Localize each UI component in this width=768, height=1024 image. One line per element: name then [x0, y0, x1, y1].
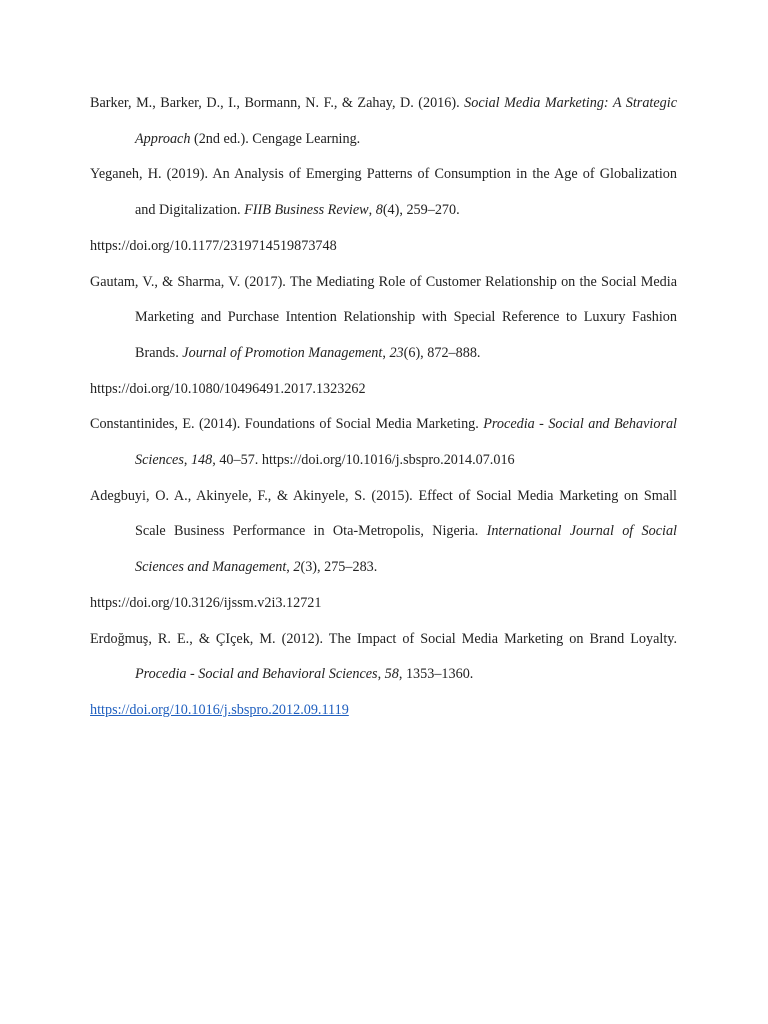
reference-volume: 8: [375, 202, 383, 219]
reference-doi: https://doi.org/10.1080/10496491.2017.1323262: [90, 380, 366, 397]
reference-volume: 2: [293, 559, 301, 576]
reference-volume: 23: [389, 344, 404, 361]
reference-doi: https://doi.org/10.1016/j.sbspro.2014.07.016: [261, 452, 515, 469]
reference-item: [90, 265, 677, 408]
reference-doi-link[interactable]: https://doi.org/10.1016/j.sbspro.2012.09.1119: [90, 701, 349, 718]
reference-separator: ,: [382, 344, 390, 361]
reference-item: [90, 479, 677, 622]
reference-item: [90, 86, 677, 157]
reference-journal: FIIB Business Review: [244, 202, 369, 219]
reference-separator: ,: [183, 452, 191, 469]
reference-authors-title: Yeganeh, H. (2019). An Analysis of Emerging Patterns of Consumption in the Age of Globalization and Digitalization.: [90, 166, 677, 219]
reference-journal: Procedia - Social and Behavioral Sciences: [135, 416, 677, 469]
reference-volume: 148: [190, 452, 213, 469]
reference-item: [90, 157, 677, 264]
reference-book-title: Social Media Marketing: A Strategic Approach: [135, 95, 677, 147]
reference-separator: ,: [368, 202, 376, 219]
reference-issue-pages: (3), 275–283.: [300, 559, 378, 576]
reference-issue-pages: , 1353–1360.: [398, 666, 474, 683]
reference-separator: ,: [377, 666, 385, 683]
reference-separator: ,: [286, 559, 294, 576]
reference-item: [90, 407, 677, 478]
reference-journal: International Journal of Social Sciences and Management: [135, 523, 677, 576]
reference-authors-title: Erdoğmuş, R. E., & ÇIçek, M. (2012). The Impact of Social Media Marketing on Brand Loyalty.: [90, 630, 677, 647]
reference-authors-title: Gautam, V., & Sharma, V. (2017). The Mediating Role of Customer Relationship on the Social Media Marketing and Purchase Intention Relationship with Special Reference to Luxury Fashion Brands.: [90, 273, 677, 361]
reference-journal: Procedia - Social and Behavioral Sciences: [135, 666, 378, 683]
reference-doi: https://doi.org/10.1177/2319714519873748: [90, 237, 337, 254]
reference-publisher: (2nd ed.). Cengage Learning.: [190, 130, 361, 147]
reference-volume: 58: [384, 666, 399, 683]
reference-issue-pages: , 40–57.: [212, 452, 262, 469]
reference-list: [90, 86, 677, 729]
reference-doi: https://doi.org/10.3126/ijssm.v2i3.12721: [90, 594, 322, 611]
reference-issue-pages: (6), 872–888.: [403, 344, 481, 361]
reference-issue-pages: (4), 259–270.: [382, 202, 460, 219]
reference-item: [90, 622, 677, 729]
reference-authors-title: Constantinides, E. (2014). Foundations of Social Media Marketing.: [90, 416, 484, 433]
reference-authors-year: Barker, M., Barker, D., I., Bormann, N. F., & Zahay, D. (2016).: [90, 95, 465, 111]
reference-authors-title: Adegbuyi, O. A., Akinyele, F., & Akinyele, S. (2015). Effect of Social Media Marketing on Small Scale Business Performance in Ota-Metropolis, Nigeria.: [90, 487, 677, 540]
reference-journal: Journal of Promotion Management: [182, 344, 383, 361]
